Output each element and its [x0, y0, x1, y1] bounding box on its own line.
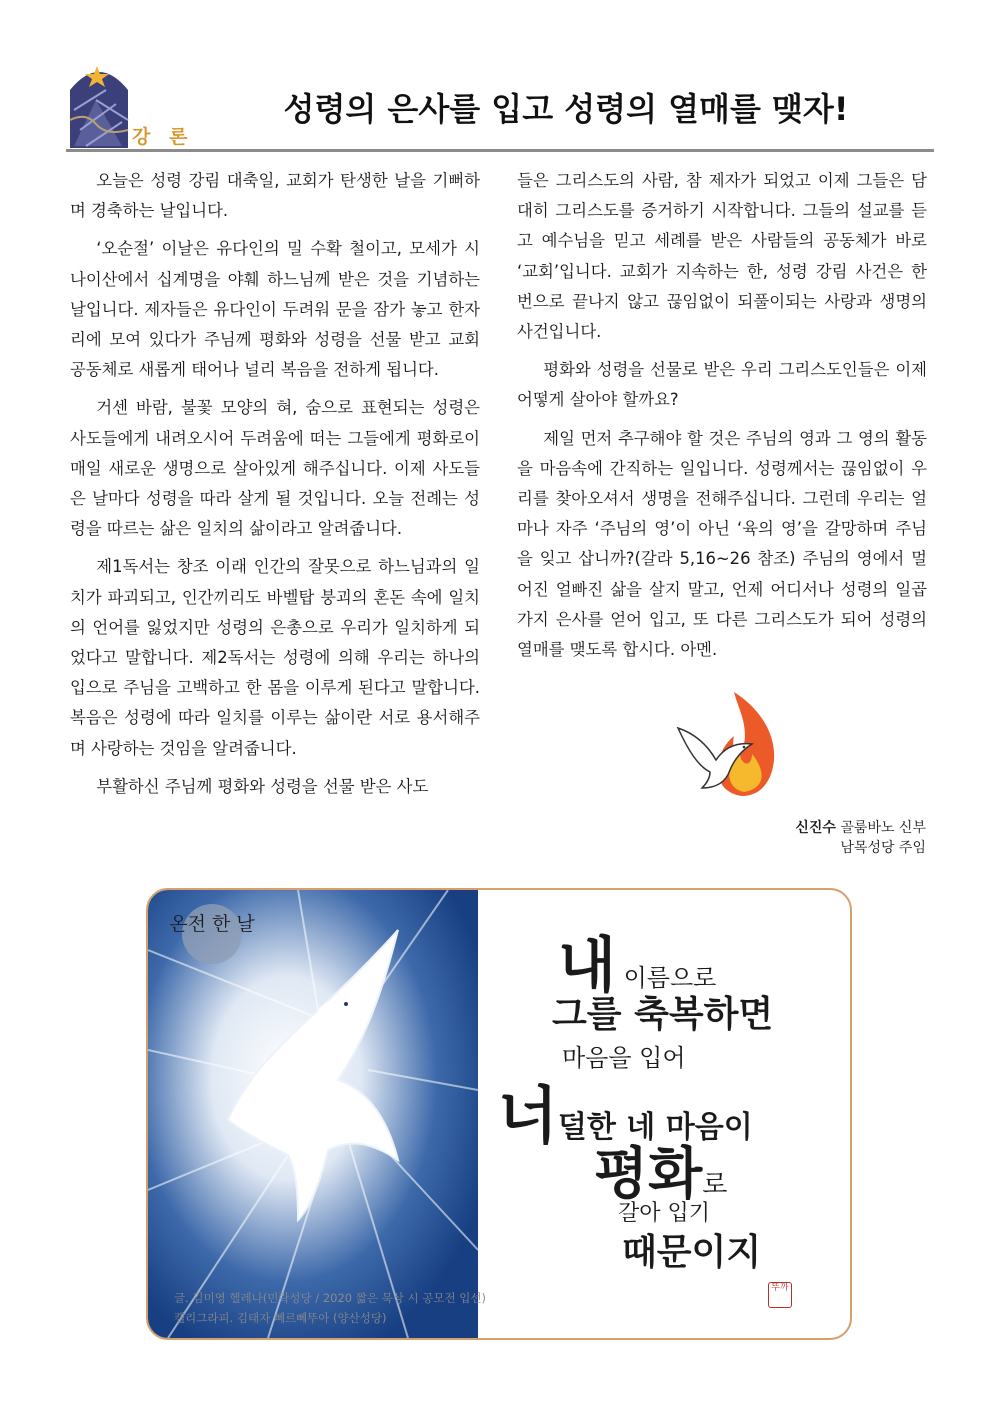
poem-line-1-big: 내 — [558, 931, 616, 1001]
dove-flame-icon — [672, 684, 786, 804]
paragraph: ‘오순절’ 이날은 유다인의 밀 수확 철이고, 모세가 시나이산에서 십계명을 야훼 하느님께 받은 것을 기념하는 날입니다. 제자들은 유다인이 두려워 문을 잠가 놓고 한자리에 모여 있다가 주님께 평화와 성령을 선물 받고 교회 공동체로 새롭게 태어나 널리 복음을 전하게 됩니다. — [70, 239, 480, 380]
poem-line-7: 때문이지 — [622, 1231, 762, 1273]
poem-line-3: 마음을 입어 — [562, 1044, 686, 1072]
poem-line-1-rest: 이름으로 — [623, 964, 717, 992]
poem-line-4-rest: 덜한 네 마음이 — [557, 1110, 753, 1145]
article-column-right — [517, 166, 927, 673]
artist-seal: 뚜까 — [768, 1282, 792, 1308]
calligraphy-poem — [498, 910, 838, 1273]
author-parish: 남목성당 주임 — [840, 840, 926, 856]
stained-glass-star-icon — [66, 60, 132, 148]
dove-painting-image — [148, 890, 478, 1338]
page-title: 성령의 은사를 입고 성령의 열매를 맺자! — [283, 90, 849, 128]
paragraph: 제일 먼저 추구해야 할 것은 주님의 영과 그 영의 활동을 마음속에 간직하는 일입니다. 성령께서는 끊임없이 우리를 찾아오셔서 생명을 전해주십니다. 그런데 우리는 얼마나 자주 ‘주님의 영’이 아닌 ‘육의 영’을 갈망하며 주님을 잊고 삽니까?(갈라 5,16~26 참조) 주님의 영에서 멀어진 얼빠진 삶을 살지 말고, 언제 어디서나 성령의 일곱 가지 은사를 얻어 입고, 또 다른 그리스도가 되어 성령의 열매를 맺도록 합시다. 아멘. — [517, 428, 927, 660]
header-divider — [66, 149, 934, 152]
poem-line-4-big: 너 — [498, 1079, 558, 1152]
poster-stamp-text: 온전 한 날 — [169, 913, 255, 935]
poem-line-5-b: 로 — [702, 1170, 728, 1200]
author-info — [795, 818, 926, 858]
credit-calligraphy: 캘리그라피. 김태자 뻬르뻬뚜아 (양산성당) — [174, 1311, 387, 1325]
calligraphy-poster — [146, 888, 852, 1340]
poem-line-5-a: 평화 — [594, 1141, 703, 1207]
poem-line-6: 갈아 입기 — [618, 1201, 711, 1226]
paragraph: 제1독서는 창조 이래 인간의 잘못으로 하느님과의 일치가 파괴되고, 인간끼리도 바벨탑 붕괴의 혼돈 속에 일치의 언어를 잃었지만 성령의 은총으로 우리가 일치하게 되었다고 말합니다. 제2독서는 성령에 의해 우리는 하나의 입으로 주님을 고백하고 한 몸을 이루게 된다고 말합니다. 복음은 성령에 따라 일치를 이루는 삶이란 서로 용서해주며 사랑하는 것임을 알려줍니다. — [70, 557, 480, 758]
page-header — [66, 60, 934, 152]
section-label: 강 론 — [132, 126, 194, 148]
paragraph-continuation: 들은 그리스도의 사람, 참 제자가 되었고 이제 그들은 담대히 그리스도를 증거하기 시작합니다. 그들의 설교를 듣고 예수님을 믿고 세례를 받은 사람들의 공동체가 바로 ‘교회’입니다. 교회가 지속하는 한, 성령 강림 사건은 한 번으로 끝나지 않고 끊임없이 되풀이되는 사랑과 생명의 사건입니다. — [517, 171, 927, 342]
article-column-left — [70, 166, 480, 810]
author-role: 골룸바노 신부 — [840, 820, 926, 836]
paragraph: 평화와 성령을 선물로 받은 우리 그리스도인들은 이제 어떻게 살아야 할까요? — [517, 360, 927, 410]
credit-text: 글. 김미영 헬레나(민락성당 / 2020 짧은 묵상 시 공모전 입선) — [174, 1291, 486, 1305]
paragraph: 거센 바람, 불꽃 모양의 혀, 숨으로 표현되는 성령은 사도들에게 내려오시어 두려움에 떠는 그들에게 평화로이 매일 새로운 생명으로 살아있게 해주십니다. 이제 사도들은 날마다 성령을 따라 살게 될 것입니다. 오늘 전례는 성령을 따르는 삶은 일치의 삶이라고 알려줍니다. — [70, 398, 480, 539]
paragraph: 부활하신 주님께 평화와 성령을 선물 받은 사도 — [96, 776, 429, 796]
author-name: 신진수 — [795, 820, 836, 836]
poster-credits — [174, 1288, 486, 1328]
poem-line-2: 그를 축복하면 — [552, 993, 774, 1035]
author-line — [795, 818, 926, 838]
paragraph: 오늘은 성령 강림 대축일, 교회가 탄생한 날을 기뻐하며 경축하는 날입니다. — [70, 171, 480, 221]
